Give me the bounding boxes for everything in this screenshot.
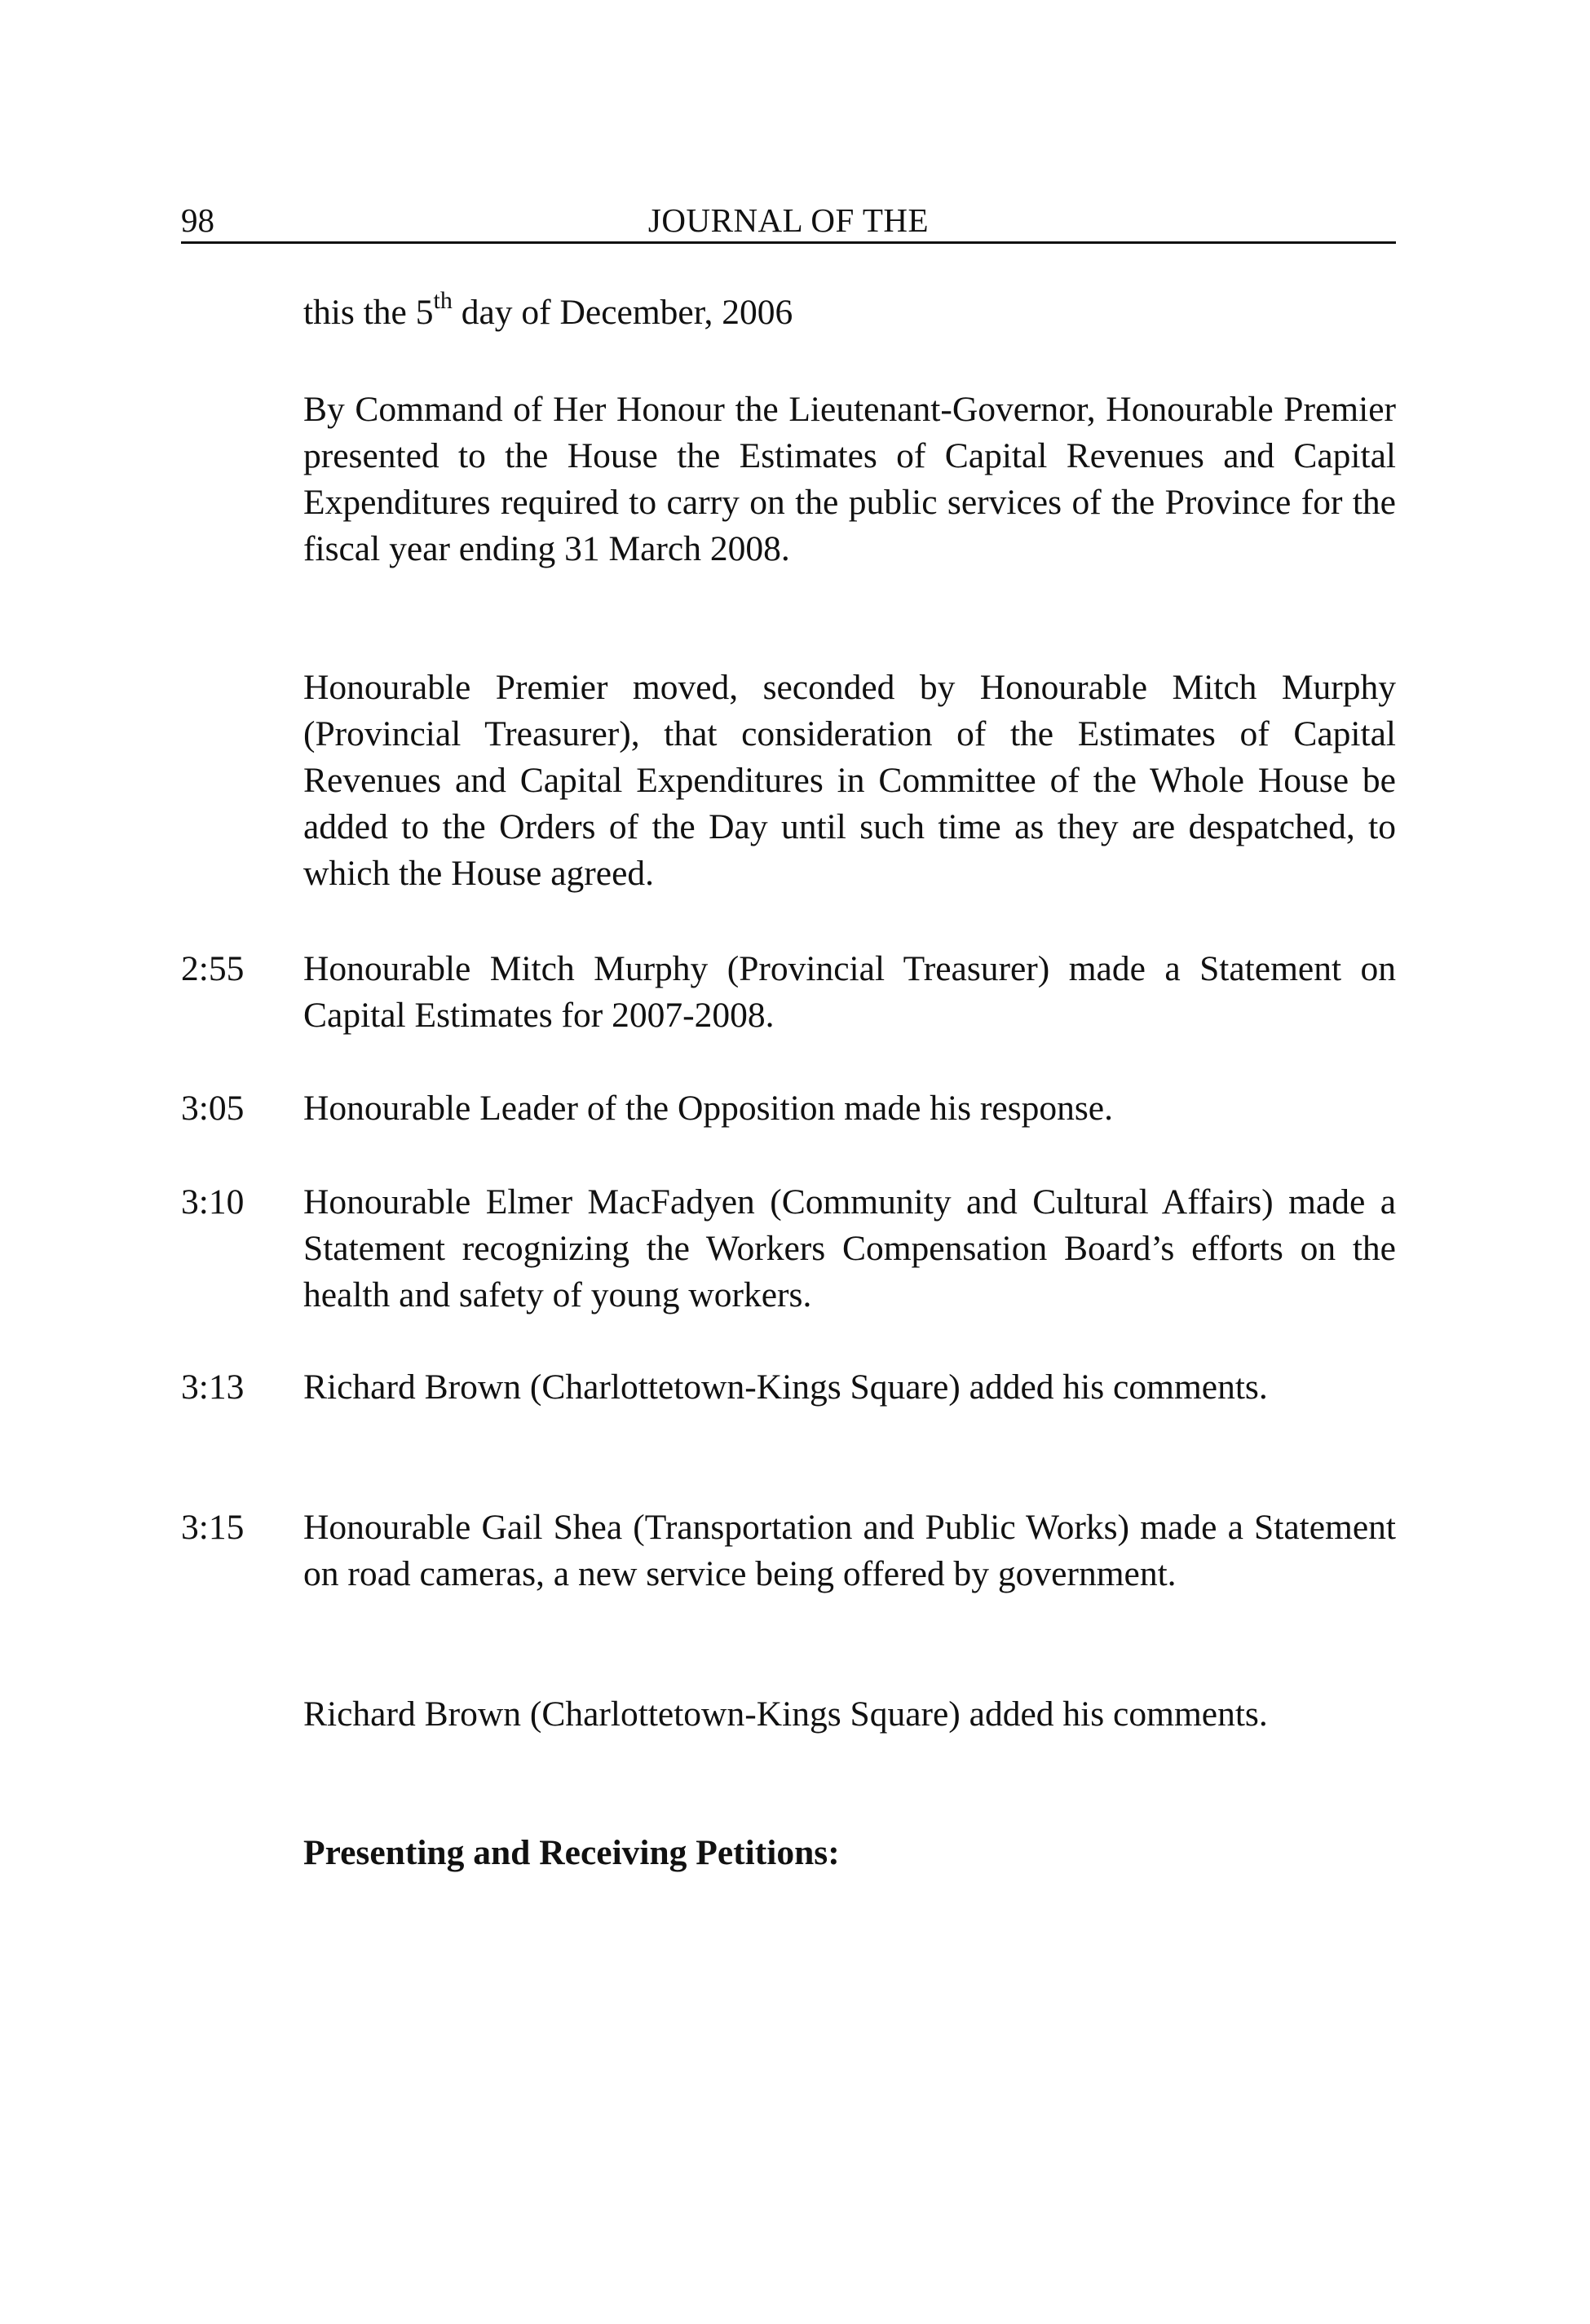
entry-text: Honourable Mitch Murphy (Provincial Treasurer) made a Statement on Capital Estimates for 2007-2008. [303, 949, 1396, 1035]
date-line-after: day of December, 2006 [452, 293, 793, 332]
paragraph-motion [181, 665, 1396, 897]
section-heading: Presenting and Receiving Petitions: [303, 1833, 840, 1872]
date-line [303, 286, 1396, 336]
entry-time: 3:13 [181, 1367, 245, 1407]
date-line-block [181, 286, 1396, 336]
entry-text: Honourable Leader of the Opposition made his response. [303, 1089, 1113, 1128]
journal-entry [181, 946, 1396, 1039]
journal-entry [181, 1504, 1396, 1597]
page-number: 98 [181, 201, 214, 239]
paragraph-closing [181, 1691, 1396, 1738]
section-heading-block [181, 1830, 1396, 1876]
entry-time: 2:55 [181, 949, 245, 988]
paragraph-text: Honourable Premier moved, seconded by Honourable Mitch Murphy (Provincial Treasurer), that consideration of the Estimates of Capital Revenues and Capital Expenditures in Committee of the Whole House be added to the Orders of the Day until such time as they are despatched, to which the House agreed. [303, 668, 1396, 893]
running-head: JOURNAL OF THE [647, 201, 930, 239]
date-line-before: this the 5 [303, 293, 434, 332]
entry-time: 3:10 [181, 1182, 245, 1222]
paragraph-text: By Command of Her Honour the Lieutenant-Governor, Honourable Premier presented to the House the Estimates of Capital Revenues and Capital Expenditures required to carry on the public services of the Province for the fiscal year ending 31 March 2008. [303, 390, 1396, 568]
entry-time: 3:15 [181, 1508, 245, 1547]
page-header [181, 199, 1396, 244]
journal-entry [181, 1364, 1396, 1411]
journal-entry [181, 1085, 1396, 1132]
entry-text: Richard Brown (Charlottetown-Kings Square) added his comments. [303, 1367, 1268, 1407]
date-line-superscript: th [433, 286, 453, 314]
entry-text: Honourable Gail Shea (Transportation and Public Works) made a Statement on road cameras, a new service being offered by government. [303, 1508, 1396, 1593]
journal-entry [181, 1179, 1396, 1319]
entry-time: 3:05 [181, 1089, 245, 1128]
entry-text: Honourable Elmer MacFadyen (Community and Cultural Affairs) made a Statement recognizing the Workers Compensation Board’s efforts on the health and safety of young workers. [303, 1182, 1396, 1314]
paragraph-estimates-presented [181, 387, 1396, 572]
paragraph-text: Richard Brown (Charlottetown-Kings Square) added his comments. [303, 1694, 1268, 1734]
